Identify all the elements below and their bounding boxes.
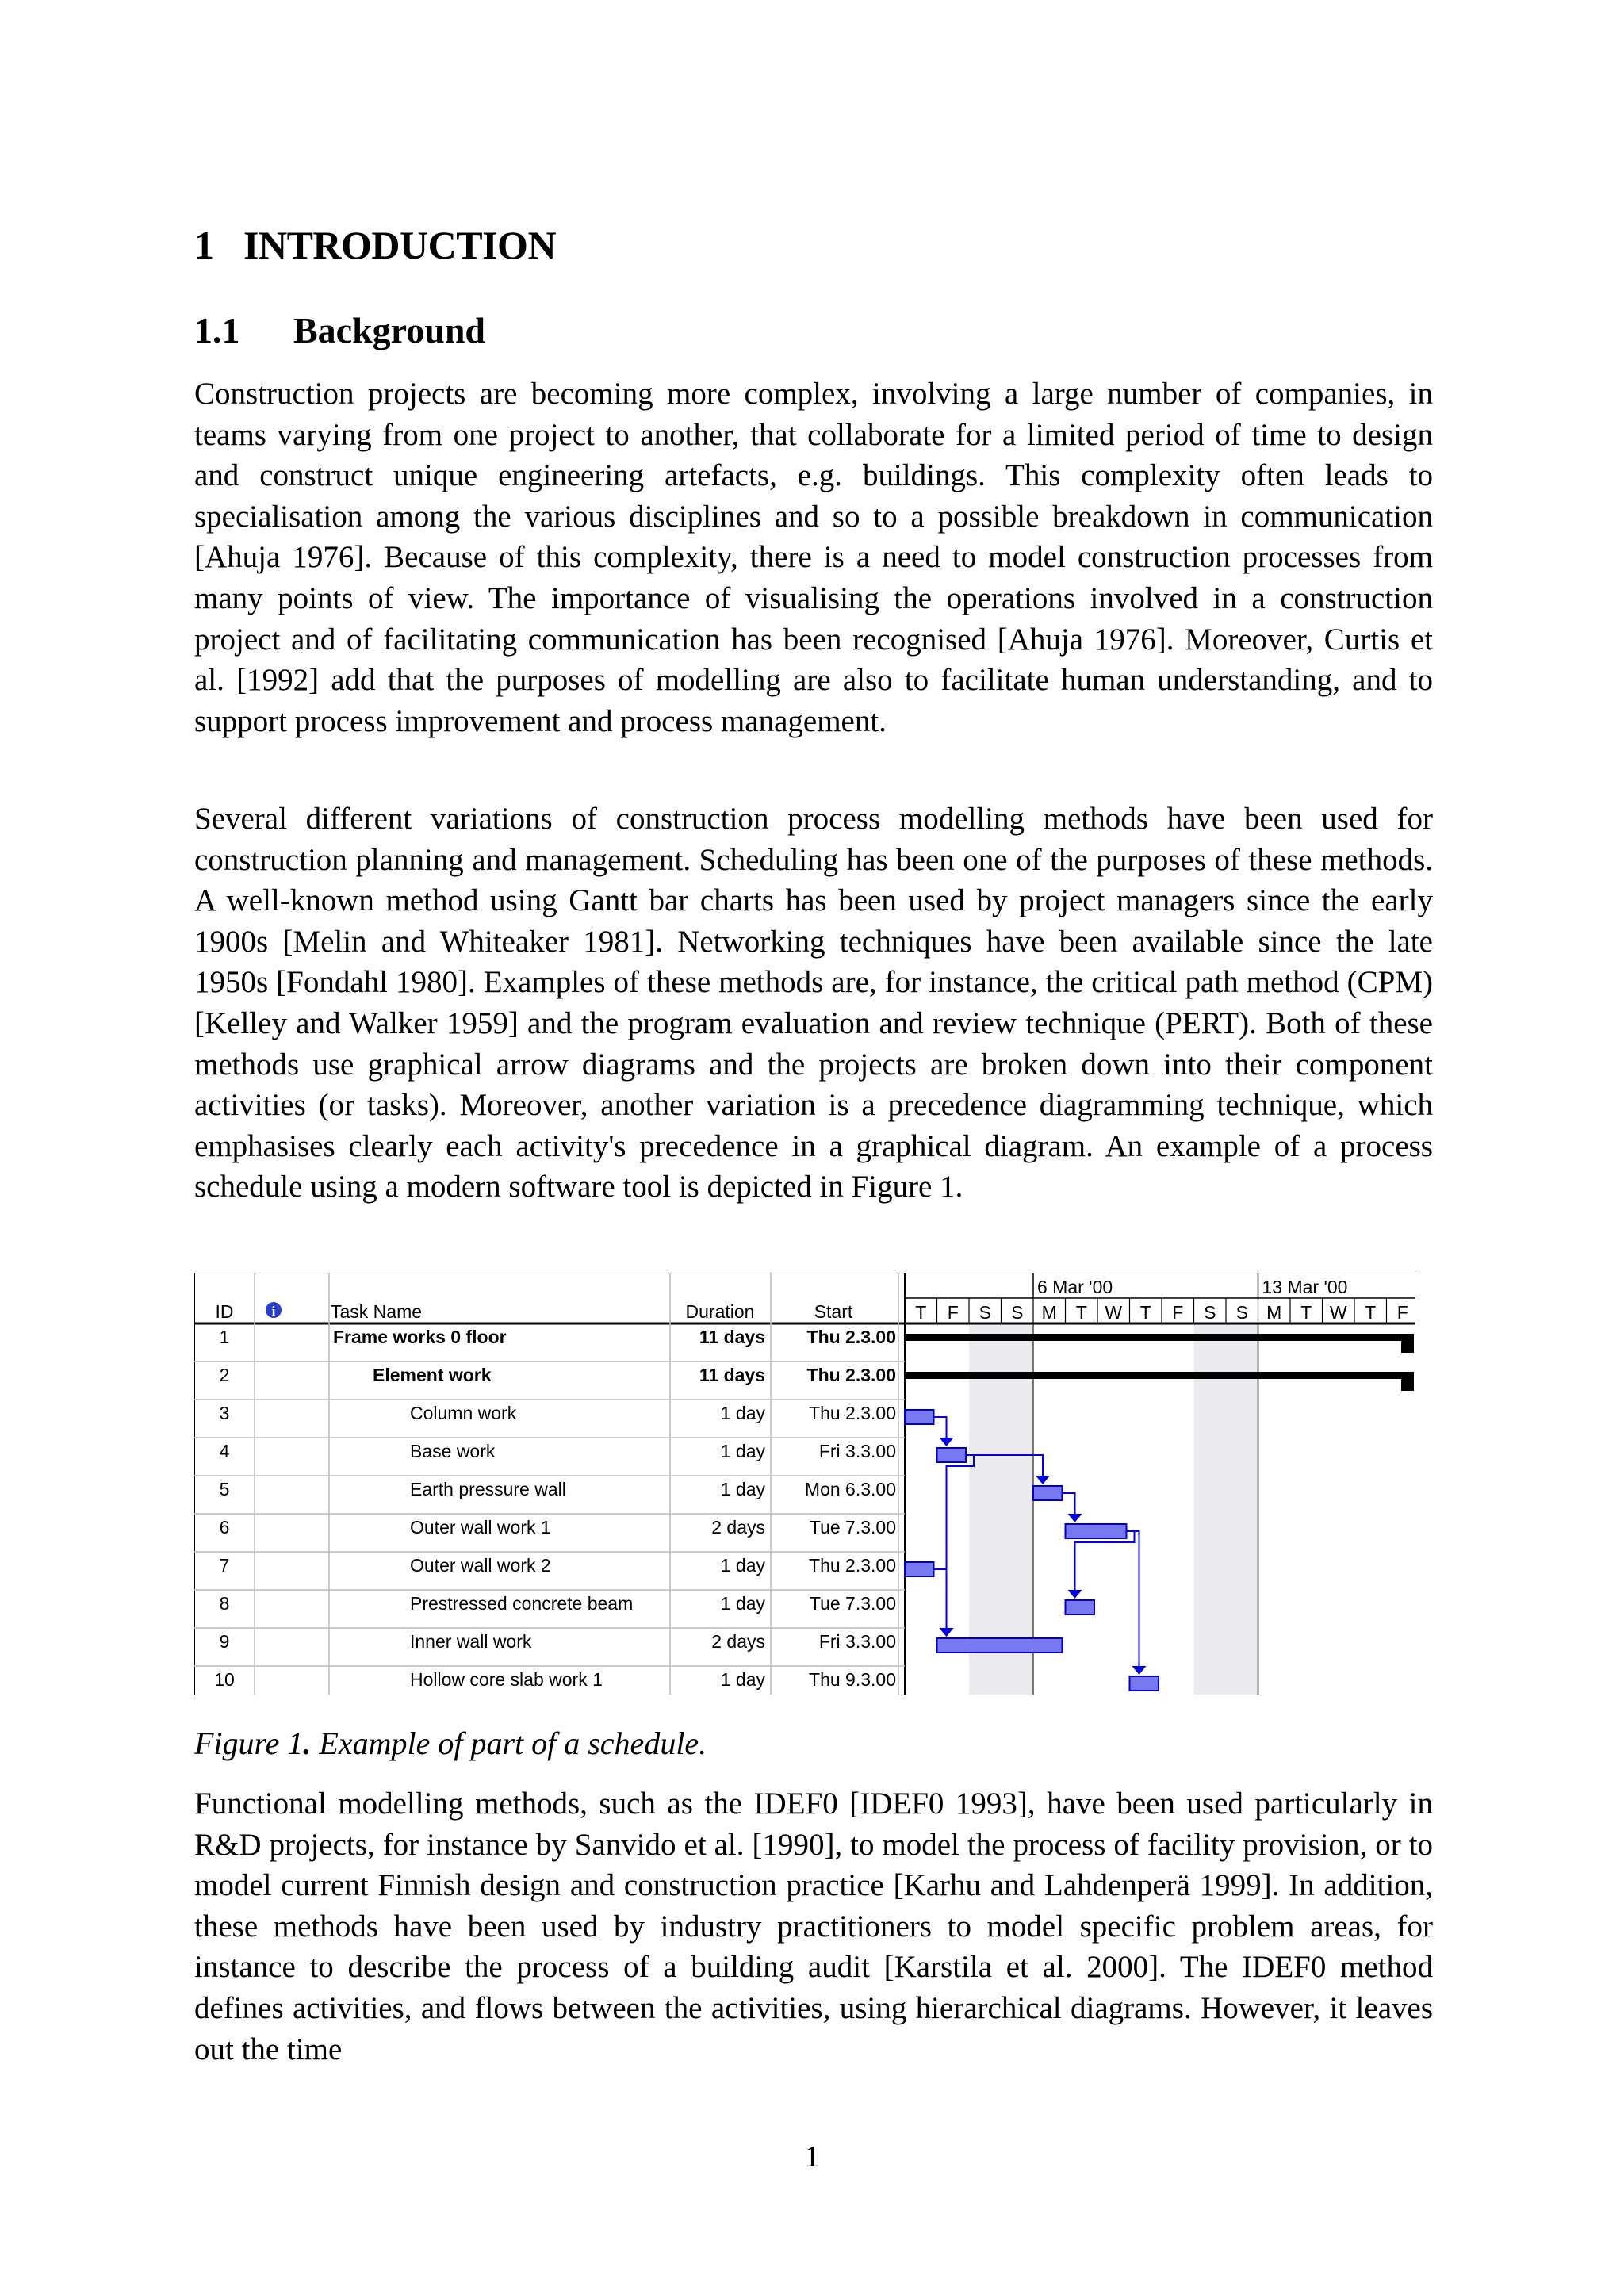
task-start: Thu 2.3.00 bbox=[809, 1403, 896, 1423]
dependency-arrowhead bbox=[1068, 1514, 1082, 1522]
day-label: T bbox=[1300, 1302, 1312, 1323]
task-start: Thu 2.3.00 bbox=[806, 1365, 896, 1385]
info-icon-glyph: i bbox=[271, 1304, 276, 1319]
task-name: Inner wall work bbox=[410, 1631, 532, 1652]
task-id: 2 bbox=[219, 1365, 230, 1385]
task-duration: 1 day bbox=[720, 1555, 765, 1576]
header-start: Start bbox=[814, 1301, 853, 1322]
day-label: F bbox=[1172, 1302, 1184, 1323]
caption-label: Figure 1 bbox=[194, 1725, 304, 1761]
dependency-arrow bbox=[1075, 1531, 1135, 1591]
task-bar bbox=[937, 1448, 967, 1462]
task-bar bbox=[1066, 1600, 1095, 1614]
summary-bar-end bbox=[1401, 1334, 1414, 1353]
task-start: Thu 2.3.00 bbox=[809, 1555, 896, 1576]
task-bar bbox=[1130, 1676, 1159, 1691]
day-label: T bbox=[915, 1302, 927, 1323]
dependency-arrowhead bbox=[1132, 1666, 1147, 1675]
chapter-number: 1 bbox=[194, 223, 214, 267]
section-heading bbox=[194, 309, 485, 351]
task-duration: 1 day bbox=[720, 1441, 765, 1461]
dependency-arrow bbox=[1063, 1493, 1075, 1515]
dependency-arrowhead bbox=[1068, 1590, 1082, 1599]
day-label: S bbox=[1235, 1302, 1248, 1323]
day-label: M bbox=[1266, 1302, 1282, 1323]
header-duration: Duration bbox=[685, 1301, 755, 1322]
task-id: 4 bbox=[219, 1441, 230, 1461]
task-duration: 2 days bbox=[711, 1631, 765, 1652]
task-duration: 11 days bbox=[699, 1365, 765, 1385]
figure-caption bbox=[194, 1725, 707, 1762]
task-bar bbox=[937, 1638, 1063, 1653]
day-label: S bbox=[1011, 1302, 1024, 1323]
dependency-arrowhead bbox=[940, 1438, 954, 1446]
task-name: Element work bbox=[373, 1365, 492, 1385]
chapter-heading bbox=[194, 222, 556, 268]
paragraph-2: Several different variations of construction process modelling methods have been used for construction planning and management. Scheduling has been one of the purposes of these methods. A well-known method using Gantt bar charts has been used by project managers since the early 1900s [Melin and Whiteaker 1981]. Networking techniques have been available since the late 1950s [Fondahl 1980]. Examples of these methods are, for instance, the critical path method (CPM) [Kelley and Walker 1959] and the program evaluation and review technique (PERT). Both of these methods use graphical arrow diagrams and the projects are broken down into their component activities (or tasks). Moreover, another variation is a precedence diagramming technique, which emphasises clearly each activity's precedence in a graphical diagram. An example of a process schedule using a modern software tool is depicted in Figure 1. bbox=[194, 802, 1433, 1204]
task-name: Outer wall work 1 bbox=[410, 1517, 551, 1538]
task-duration: 11 days bbox=[699, 1327, 765, 1347]
day-label: T bbox=[1365, 1302, 1377, 1323]
caption-dot: . bbox=[303, 1725, 312, 1761]
day-label: S bbox=[979, 1302, 991, 1323]
day-label: F bbox=[1396, 1302, 1408, 1323]
task-duration: 2 days bbox=[711, 1517, 765, 1538]
chapter-title: INTRODUCTION bbox=[243, 223, 557, 267]
task-bar bbox=[905, 1562, 934, 1576]
task-start: Mon 6.3.00 bbox=[804, 1479, 896, 1499]
header-task-name: Task Name bbox=[331, 1301, 423, 1322]
task-name: Column work bbox=[410, 1403, 517, 1423]
day-label: T bbox=[1139, 1302, 1151, 1323]
dependency-arrow bbox=[934, 1417, 947, 1439]
task-id: 8 bbox=[219, 1593, 230, 1614]
day-label: F bbox=[947, 1302, 959, 1323]
task-bar bbox=[1066, 1524, 1127, 1538]
day-label: M bbox=[1041, 1302, 1057, 1323]
task-id: 9 bbox=[219, 1631, 230, 1652]
task-start: Thu 9.3.00 bbox=[809, 1669, 896, 1690]
dependency-arrowhead bbox=[1036, 1476, 1050, 1484]
task-start: Fri 3.3.00 bbox=[818, 1631, 896, 1652]
task-id: 5 bbox=[219, 1479, 230, 1499]
dependency-arrow bbox=[1127, 1531, 1139, 1668]
task-bar bbox=[905, 1410, 934, 1424]
task-start: Tue 7.3.00 bbox=[809, 1593, 896, 1614]
day-label: W bbox=[1329, 1302, 1347, 1323]
task-duration: 1 day bbox=[720, 1403, 765, 1423]
week-label: 13 Mar '00 bbox=[1262, 1277, 1348, 1297]
task-id: 1 bbox=[219, 1327, 230, 1347]
task-id: 6 bbox=[219, 1517, 230, 1538]
task-name: Base work bbox=[410, 1441, 496, 1461]
task-bar bbox=[1033, 1486, 1063, 1500]
day-label: S bbox=[1204, 1302, 1216, 1323]
day-label: T bbox=[1075, 1302, 1087, 1323]
page-number: 1 bbox=[804, 2140, 820, 2173]
task-name: Earth pressure wall bbox=[410, 1479, 566, 1499]
task-id: 3 bbox=[219, 1403, 230, 1423]
weekend-band bbox=[1194, 1323, 1258, 1695]
task-id: 10 bbox=[214, 1669, 235, 1690]
section-title: Background bbox=[293, 310, 486, 350]
task-duration: 1 day bbox=[720, 1593, 765, 1614]
header-id: ID bbox=[215, 1301, 234, 1322]
task-start: Fri 3.3.00 bbox=[818, 1441, 896, 1461]
summary-bar-end bbox=[1401, 1372, 1414, 1391]
caption-text: Example of part of a schedule. bbox=[311, 1725, 707, 1761]
paragraph-3: Functional modelling methods, such as the IDEF0 [IDEF0 1993], have been used particularly in R&D projects, for instance by Sanvido et al. [1990], to model the process of facility provision, or to model current Finnish design and construction practice [Karhu and Lahdenperä 1999]. In addition, these methods have been used by industry practitioners to model specific problem areas, for instance to describe the process of a building audit [Karstila et al. 2000]. The IDEF0 method defines activities, and flows between the activities, using hierarchical diagrams. However, it leaves out the time bbox=[194, 1787, 1433, 2066]
gantt-svg bbox=[194, 1273, 1415, 1709]
summary-bar bbox=[905, 1372, 1414, 1379]
task-duration: 1 day bbox=[720, 1479, 765, 1499]
dependency-arrowhead bbox=[940, 1628, 954, 1637]
summary-bar bbox=[905, 1334, 1414, 1341]
task-start: Tue 7.3.00 bbox=[809, 1517, 896, 1538]
task-duration: 1 day bbox=[720, 1669, 765, 1690]
day-label: W bbox=[1105, 1302, 1123, 1323]
dependency-arrow bbox=[934, 1569, 947, 1630]
task-start: Thu 2.3.00 bbox=[806, 1327, 896, 1347]
paragraph-1: Construction projects are becoming more complex, involving a large number of companies, in teams varying from one project to another, that collaborate for a limited period of time to design and construct unique engineering artefacts, e.g. buildings. This complexity often leads to specialisation among the various disciplines and so to a possible breakdown in communication [Ahuja 1976]. Because of this complexity, there is a need to model construction processes from many points of view. The importance of visualising the operations involved in a construction project and of facilitating communication has been recognised [Ahuja 1976]. Moreover, Curtis et al. [1992] add that the purposes of modelling are also to facilitate human understanding, and to support process improvement and process management. bbox=[194, 377, 1433, 738]
task-name: Outer wall work 2 bbox=[410, 1555, 551, 1576]
task-id: 7 bbox=[219, 1555, 230, 1576]
week-label: 6 Mar '00 bbox=[1037, 1277, 1113, 1297]
section-number: 1.1 bbox=[194, 310, 240, 350]
task-name: Frame works 0 floor bbox=[333, 1327, 507, 1347]
task-name: Hollow core slab work 1 bbox=[410, 1669, 603, 1690]
task-name: Prestressed concrete beam bbox=[410, 1593, 634, 1614]
gantt-chart bbox=[194, 1273, 1415, 1709]
